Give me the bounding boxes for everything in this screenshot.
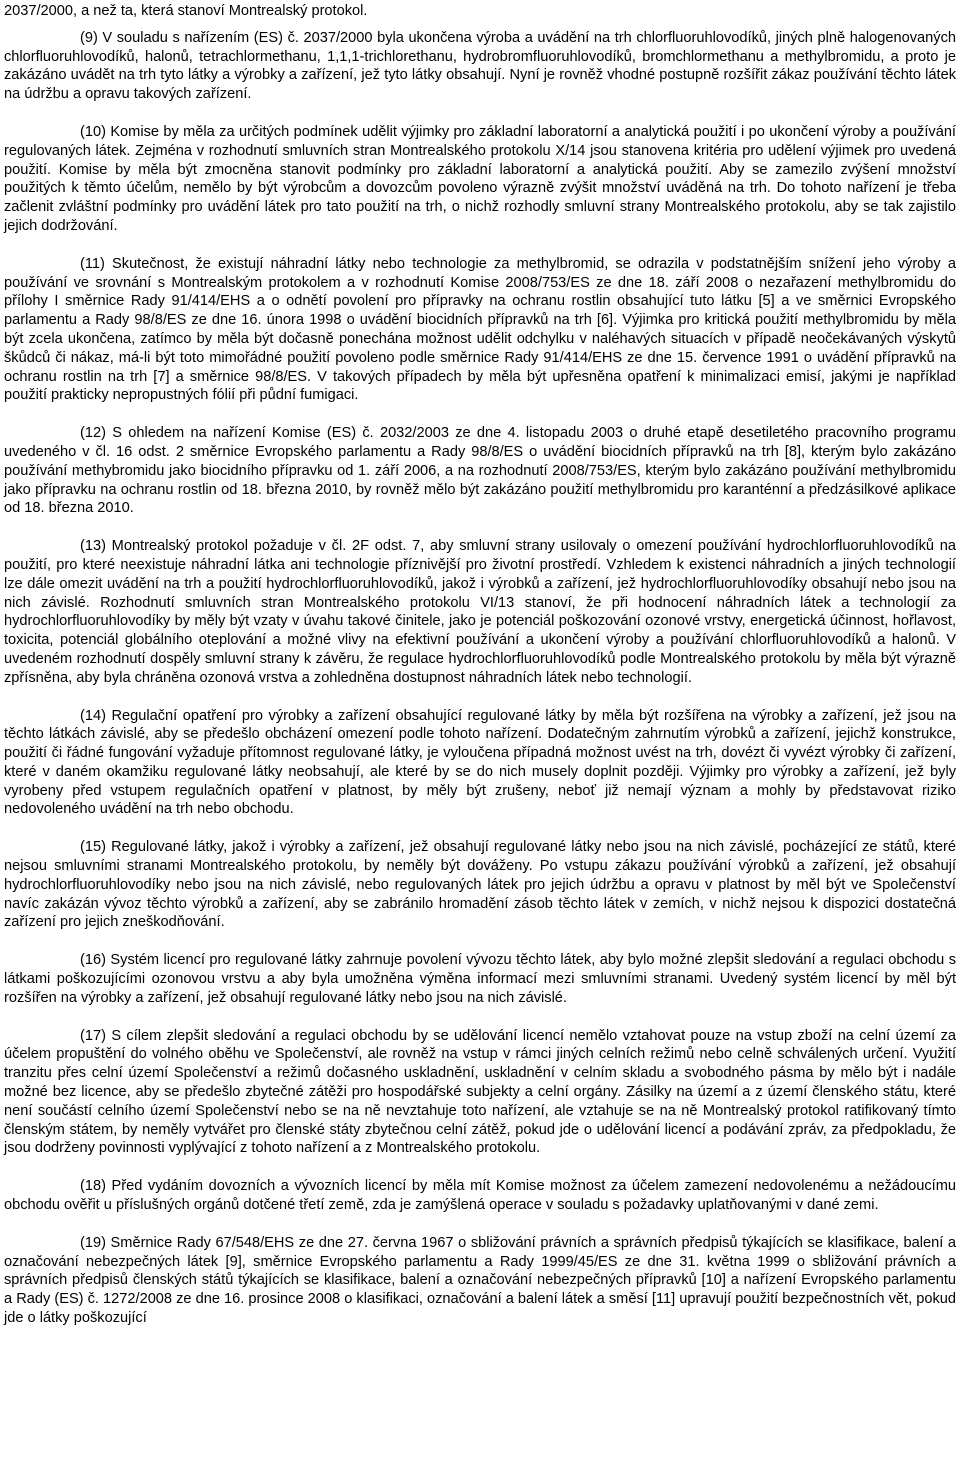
recital-18: (18) Před vydáním dovozních a vývozních licencí by měla mít Komise možnost za účelem zamezení nedovolenému a nežádoucímu obchodu ověřit u příslušných orgánů dotčené třetí země, zda je zamýšlená operace v souladu s požadavky uplatňovanými v dané zemi. xyxy=(4,1178,956,1214)
recital-19: (19) Směrnice Rady 67/548/EHS ze dne 27. června 1967 o sbližování právních a správních předpisů týkajících se klasifikace, balení a označování nebezpečných látek [9], směrnice Evropského parlamentu a Rady 1999/45/ES ze dne 31. května 1999 o sbližování právních a správních předpisů členských států týkajících se klasifikace, balení a označování nebezpečných přípravků [10] a nařízení Evropského parlamentu a Rady (ES) č. 1272/2008 ze dne 16. prosince 2008 o klasifikaci, označování a balení látek a směsí [11] upravují použití bezpečnostních vět, pokud jde o látky poškozující xyxy=(4,1234,956,1327)
recital-15: (15) Regulované látky, jakož i výrobky a zařízení, jež obsahují regulované látky nebo jsou na nich závislé, pocházející ze států, které nejsou smluvními stranami Montrealského protokolu, by neměly být dováženy. Po vstupu zákazu používání výrobků a zařízení, jež obsahují hydrochlorfluoruhlovodíky nebo jsou na nich závislé, nebo regulovaných látek pro jejich údržbu a opravu v platnost by měl být ve Společenství navíc zakázán vývoz těchto výrobků a zařízení, aby se zabránilo hromadění zásob těchto látek v zemích, v nichž nejsou k dispozici dostatečná zařízení pro jejich zneškodňování. xyxy=(4,839,956,931)
continued-text-line: 2037/2000, a než ta, která stanoví Montrealský protokol. xyxy=(4,3,368,19)
recital-17: (17) S cílem zlepšit sledování a regulaci obchodu by se udělování licencí nemělo vztahovat pouze na vstup zboží na celní území za účelem propuštění do volného oběhu ve Společenství, ale rovněž na vstup v rámci jiných celních režimů nebo celně schválených určení. Využití tranzitu přes celní území Společenství a režimů dočasného uskladnění, uskladnění v celním skladu a svobodného pásma by mělo být i nadále možné bez licence, aby se předešlo zbytečné zátěži pro hospodářské subjekty a celní orgány. Zásilky na území a z území členského státu, které není součástí celního území Společenství nebo se na ně nevztahuje toto nařízení, ale vztahuje se na ně Montrealský protokol ratifikovaný tímto členským státem, by neměly vytvářet pro členské státy zbytečnou celní zátěž, pokud jde o udělování licencí a podávání zpráv, za předpokladu, že jsou dodrženy povinnosti vyplývající z tohoto nařízení a z Montrealského protokolu. xyxy=(4,1027,956,1157)
recital-9: (9) V souladu s nařízením (ES) č. 2037/2000 byla ukončena výroba a uvádění na trh chlorfluoruhlovodíků, jiných plně halogenovaných chlorfluoruhlovodíků, halonů, tetrachlormethanu, 1,1,1-trichlorethanu, hydrobromfluoruhlovodíků, bromchlormethanu a methylbromidu, a proto je zakázáno uvádět na trh tyto látky a výrobky a zařízení, jež tyto látky obsahují. Nyní je rovněž vhodné postupně rozšířit zákaz používání těchto látek na údržbu a opravu takových zařízení. xyxy=(4,29,956,103)
recital-13: (13) Montrealský protokol požaduje v čl. 2F odst. 7, aby smluvní strany usilovaly o omezení používání hydrochlorfluoruhlovodíků na použití, pro které neexistuje náhradní látka ani technologie příznivější pro životní prostředí. Vzhledem k existenci náhradních a jiných technologií lze dále omezit uvádění na trh a použití hydrochlorfluoruhlovodíků, jakož i výrobků a zařízení, jež hydrochlorfluoruhlovodíky obsahují nebo jsou na nich závislé. Rozhodnutí smluvních stran Montrealského protokolu VI/13 stanoví, že při hodnocení náhradních látek a technologií za hydrochlorfluoruhlovodíky by měly být vzaty v úvahu takové činitele, jako je potenciál poškozování ozonové vrstvy, energetická účinnost, hořlavost, toxicita, potenciál globálního oteplování a možné vlivy na efektivní používání a ukončení výroby a používání chlorfluoruhlovodíků a halonů. V uvedeném rozhodnutí dospěly smluvní strany k závěru, že regulace hydrochlorfluoruhlovodíků podle Montrealského protokolu by měla být výrazně zpřísněna, aby byla chráněna ozonová vrstva a zohledněna dostupnost náhradních látek nebo technologií. xyxy=(4,538,956,686)
recital-14: (14) Regulační opatření pro výrobky a zařízení obsahující regulované látky by měla být rozšířena na výrobky a zařízení, jež jsou na těchto látkách závislé, aby se předešlo obcházení omezení podle tohoto nařízení. Dodatečným zahrnutím výrobků a zařízení, jejichž konstrukce, použití či řádné fungování vyžaduje přítomnost regulované látky, je vyloučena případná možnost uvést na trh, dovézt či vyvézt výrobky či zařízení, které v daném okamžiku regulované látky neobsahují, ale které by se do nich musely doplnit později. Výjimky pro výrobky a zařízení, jež byly vyrobeny před vstupem regulačních opatření v platnost, by měly být zrušeny, neboť již nemají význam a mohly by představovat riziko nedovoleného uvádění na trh nebo obchodu. xyxy=(4,707,956,818)
recital-10: (10) Komise by měla za určitých podmínek udělit výjimky pro základní laboratorní a analytická použití i po ukončení výroby a používání regulovaných látek. Zejména v rozhodnutí smluvních stran Montrealského protokolu X/14 jsou stanovena kritéria pro udělení výjimek pro uvedená použití. Komise by měla být zmocněna stanovit podmínky pro základní laboratorní a analytická použití. Aby se zamezilo zvýšení množství použitých k těmto účelům, nemělo by být výrobcům a dovozcům povoleno výrazně zvýšit množství uváděná na trh. Do tohoto nařízení je třeba začlenit zvláštní podmínky pro uvádění látek pro tato použití na trh, o nichž rozhodly smluvní strany Montrealského protokolu, aby se tak zajistilo jejich dodržování. xyxy=(4,123,956,234)
recital-11: (11) Skutečnost, že existují náhradní látky nebo technologie za methylbromid, se odrazila v podstatnějším snížení jeho výroby a používání ve srovnání s Montrealským protokolem a v rozhodnutí Komise 2008/753/ES ze dne 18. září 2008 o nezařazení methylbromidu do přílohy I směrnice Rady 91/414/EHS a o odnětí povolení pro přípravky na ochranu rostlin obsahující tuto látku [5] a ve směrnici Evropského parlamentu a Rady 98/8/ES ze dne 16. února 1998 o uvádění biocidních přípravků na trh [6]. Výjimka pro kritická použití methylbromidu by měla být zcela ukončena, zatímco by měla být dočasně ponechána možnost udělit odchylku v naléhavých situacích v případě neočekávaných výskytů škůdců či nákaz, má-li být toto mimořádné použití povoleno podle směrnice Rady 91/414/EHS ze dne 15. července 1991 o uvádění přípravků na ochranu rostlin na trh [7] a směrnice 98/8/ES. V takových případech by měla být upřesněna opatření k minimalizaci emisí, jakými je například použití prakticky nepropustných fólií při půdní fumigaci. xyxy=(4,255,956,404)
recital-12: (12) S ohledem na nařízení Komise (ES) č. 2032/2003 ze dne 4. listopadu 2003 o druhé etapě desetiletého pracovního programu uvedeného v čl. 16 odst. 2 směrnice Evropského parlamentu a Rady 98/8/ES o uvádění biocidních přípravků na trh [8], kterým bylo zakázáno používání methybromidu jako biocidního přípravku od 1. září 2006, a na rozhodnutí 2008/753/ES, kterým bylo zakázáno používání methylbromidu jako přípravku na ochranu rostlin od 18. března 2010, by rovněž mělo být zakázáno použití methylbromidu pro karanténní a předzásilkové aplikace od 18. března 2010. xyxy=(4,425,956,517)
recital-16: (16) Systém licencí pro regulované látky zahrnuje povolení vývozu těchto látek, aby bylo možné zlepšit sledování a regulaci obchodu s látkami poškozujícími ozonovou vrstvu a aby byla umožněna výměna informací mezi smluvními stranami. Uvedený systém licencí by měl být rozšířen na výrobky a zařízení, jež obsahují regulované látky nebo jsou na nich závislé. xyxy=(4,952,956,1006)
